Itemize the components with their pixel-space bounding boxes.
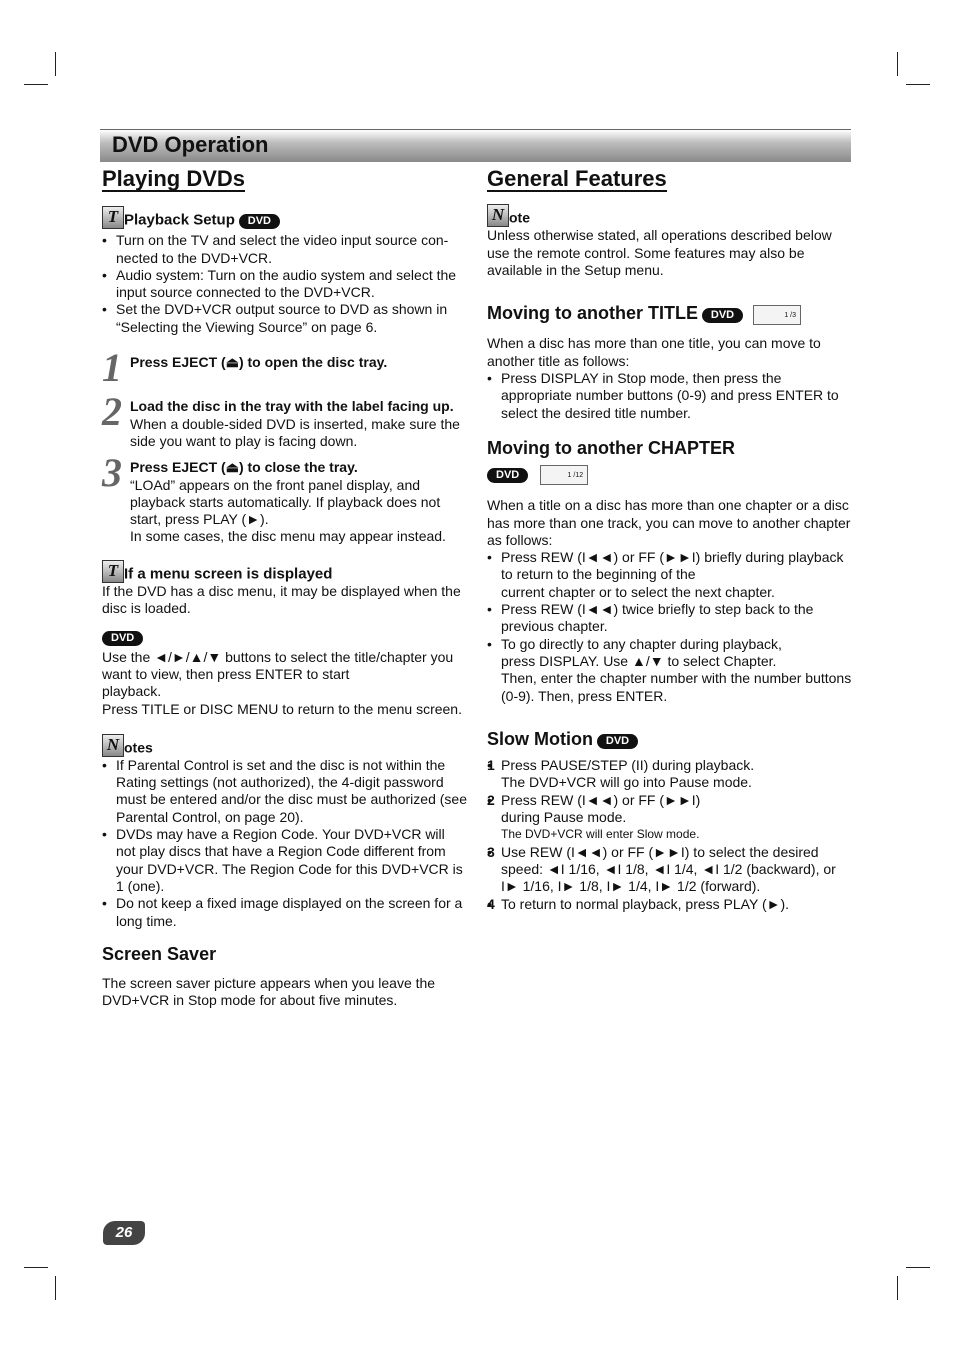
step-text: Use REW (I◄◄) or FF (►►I) to select the desired speed: ◄I 1/16, ◄I 1/8, ◄I 1/4, ◄I 1/2 (backward), or I► 1/16, I► 1/8, I► 1/4, I► 1/2 (forward). (501, 843, 836, 895)
list-item: • Set the DVD+VCR output source to DVD as shown in “Selecting the Viewing Source” on page 6. (102, 301, 467, 336)
playback-setup-title: Playback Setup (124, 212, 235, 229)
list-item: • Press DISPLAY in Stop mode, then press the appropriate number buttons (0-9) and press ENTER to select the desired title number. (487, 370, 852, 422)
step-small-text: The DVD+VCR will enter Slow mode. (501, 827, 700, 842)
slow-heading (487, 728, 852, 749)
page-title-general-features: General Features (487, 166, 667, 191)
note-icon: N (102, 734, 124, 757)
list-item: • Audio system: Turn on the audio system and select the input source connected to the DVD+VCR. (102, 267, 467, 302)
list-item: • Press REW (I◄◄) or FF (►►I) briefly during playback to return to the beginning of the current chapter or to select the next chapter. (487, 549, 852, 601)
dvd-badge: DVD (702, 308, 743, 323)
step-body: When a double-sided DVD is inserted, make sure the side you want to play is facing down. (130, 415, 460, 449)
step-number: 1 (102, 345, 122, 391)
chapter-text: When a title on a disc has more than one chapter or a disc has more than one track, you can move to another chapter as follows: (487, 497, 851, 548)
menu-screen-text: If the DVD has a disc menu, it may be displayed when the disc is loaded. (102, 582, 461, 617)
tip-icon: T (102, 206, 124, 229)
crop-mark (897, 1276, 898, 1300)
menu-screen-title: If a menu screen is displayed (124, 565, 333, 583)
step-number: • 3 (487, 843, 495, 860)
section-banner (100, 129, 851, 162)
crop-mark (55, 1276, 56, 1300)
tip-icon: T (102, 560, 124, 583)
step-text: To return to normal playback, press PLAY (►). (501, 895, 790, 912)
dvd-badge: DVD (487, 468, 528, 483)
setup-list (102, 232, 467, 336)
crop-mark (24, 1267, 48, 1268)
step-number: 3 (102, 450, 122, 496)
dvd-badge: DVD (597, 734, 638, 749)
slow-steps (487, 757, 852, 913)
step-body: “LOAd” appears on the front panel display, and playback starts automatically. If playback does not start, press PLAY (►). In some cases, the disc menu may appear instead. (130, 476, 446, 545)
step-number: • 1 (487, 757, 495, 774)
slow-motion-title: Slow Motion (487, 728, 593, 749)
menu-screen-text-2: Use the ◄/►/▲/▼ buttons to select the title/chapter you want to view, then press ENTER to start playback. Press TITLE or DISC MENU to return to the menu screen. (102, 648, 462, 717)
step-head: Load the disc in the tray with the label facing up. (130, 398, 454, 415)
step-head: Press EJECT (⏏) to open the disc tray. (130, 354, 388, 371)
note-title: ote (509, 210, 530, 226)
dvd-badge: DVD (102, 631, 143, 646)
page-number: 26 (103, 1221, 145, 1245)
title-heading (487, 305, 852, 325)
notes-heading (102, 734, 467, 757)
screen-saver-text: The screen saver picture appears when you leave the DVD+VCR in Stop mode for about five minutes. (102, 975, 436, 1009)
right-column (487, 166, 852, 913)
chapter-title: Moving to another CHAPTER (487, 437, 735, 458)
list-item (487, 844, 852, 896)
title-text: When a disc has more than one title, you can move to another title as follows: (487, 335, 821, 369)
chapter-badges (487, 465, 852, 485)
title-list (487, 370, 852, 422)
left-column (102, 166, 467, 1010)
notes-title: otes (124, 739, 153, 756)
chapter-list (487, 549, 852, 705)
list-item: • Turn on the TV and select the video input source con-nected to the DVD+VCR. (102, 232, 467, 267)
step-number: 2 (102, 389, 122, 435)
list-item: • If Parental Control is set and the disc is not within the Rating settings (not authorized), the 4-digit password must be entered and/or the disc must be authorized (see Parental Control, on page 20). (102, 757, 467, 826)
list-item: • To go directly to any chapter during playback, press DISPLAY. Use ▲/▼ to select Chapter. Then, enter the chapter number with the number buttons (0-9). Then, press ENTER. (487, 636, 852, 705)
list-item: • DVDs may have a Region Code. Your DVD+VCR will not play discs that have a Region Code different from your DVD+VCR. The Region Code for this DVD+VCR is 1 (one). (102, 826, 467, 895)
step-number: • 2 (487, 791, 495, 808)
step-2 (102, 389, 467, 450)
step-3 (102, 450, 467, 545)
crop-mark (24, 84, 48, 85)
playback-setup (102, 206, 467, 229)
list-item (487, 757, 852, 792)
page-title-playing-dvds: Playing DVDs (102, 166, 246, 191)
crop-mark (906, 84, 930, 85)
title-osd-icon: 1 /3 (753, 305, 801, 325)
list-item (487, 896, 852, 913)
menu-screen-heading (102, 560, 467, 583)
step-1 (102, 345, 467, 391)
dvd-badge: DVD (239, 214, 280, 229)
notes-list (102, 757, 467, 930)
chapter-osd-icon: 1 /12 (540, 465, 588, 485)
step-number: • 4 (487, 895, 495, 912)
step-text: Press REW (I◄◄) or FF (►►I) during Pause mode. (501, 791, 701, 826)
banner-title: DVD Operation (112, 132, 269, 157)
note-icon: N (487, 204, 509, 227)
step-text: Press PAUSE/STEP (II) during playback. The DVD+VCR will go into Pause mode. (501, 757, 755, 791)
note-text: Unless otherwise stated, all operations described below use the remote control. Some features may also be available in the Setup menu. (487, 227, 832, 278)
title-section-title: Moving to another TITLE (487, 303, 698, 324)
crop-mark (906, 1267, 930, 1268)
list-item: • Do not keep a fixed image displayed on the screen for a long time. (102, 895, 467, 930)
screen-saver-title: Screen Saver (102, 943, 217, 964)
list-item: • Press REW (I◄◄) twice briefly to step back to the previous chapter. (487, 601, 852, 636)
list-item (487, 792, 852, 844)
crop-mark (55, 52, 56, 76)
step-head: Press EJECT (⏏) to close the tray. (130, 459, 358, 476)
crop-mark (897, 52, 898, 76)
note-heading (487, 204, 852, 227)
